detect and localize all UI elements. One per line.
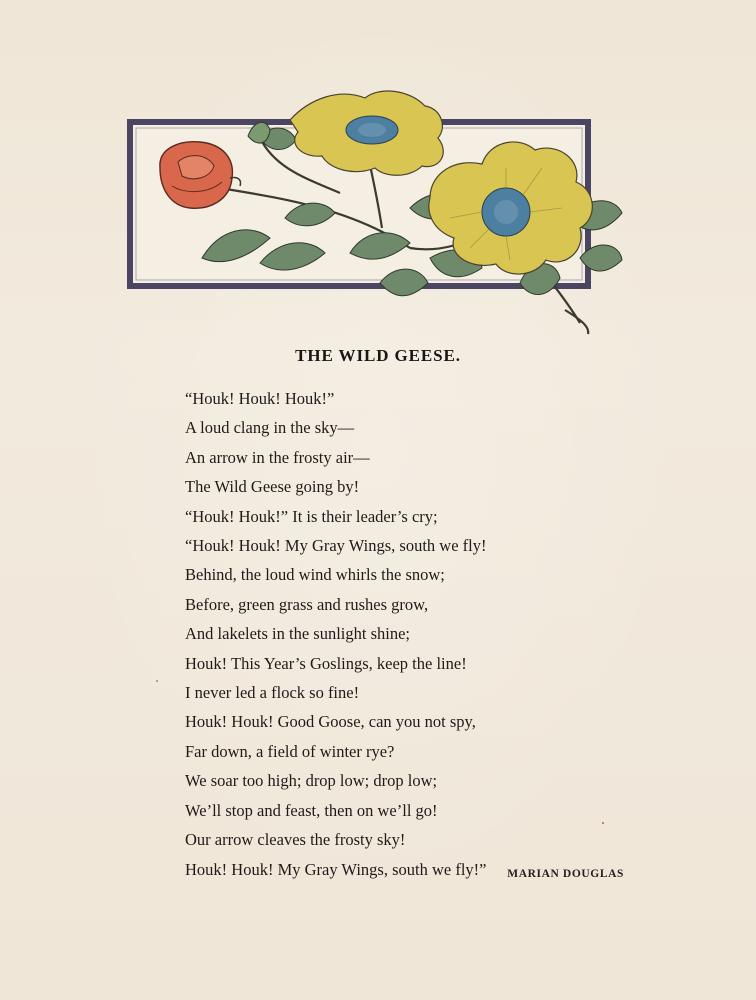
poem-line: An arrow in the frosty air—	[185, 447, 370, 467]
poem-body	[185, 384, 665, 884]
poem-line: “Houk! Houk! My Gray Wings, south we fly!	[185, 536, 487, 556]
poem-line: And lakelets in the sunlight shine;	[185, 624, 411, 644]
poem-line: Far down, a field of winter rye?	[185, 741, 395, 761]
poem-line: We’ll stop and feast, then on we’ll go!	[185, 800, 438, 820]
poem-line: Behind, the loud wind whirls the snow;	[185, 565, 445, 585]
poem-line: The Wild Geese going by!	[185, 477, 360, 497]
paper-speck	[156, 680, 158, 682]
poem-line: “Houk! Houk! Houk!”	[185, 389, 335, 408]
floral-illustration	[110, 78, 650, 358]
paper-speck	[602, 822, 604, 824]
poem-line: Our arrow cleaves the frosty sky!	[185, 830, 406, 850]
poem-line: “Houk! Houk!” It is their leader’s cry;	[185, 506, 438, 526]
poem-line: Houk! This Year’s Goslings, keep the line!	[185, 653, 467, 673]
poem-line: We soar too high; drop low; drop low;	[185, 771, 438, 791]
poem-title: THE WILD GEESE.	[295, 346, 461, 365]
poem-line: Houk! Houk! My Gray Wings, south we fly!”	[185, 859, 487, 879]
poem-line: A loud clang in the sky—	[185, 418, 355, 438]
poem-line: I never led a flock so fine!	[185, 683, 360, 703]
poem-author: MARIAN DOUGLAS	[507, 868, 624, 880]
poem-line: Houk! Houk! Good Goose, can you not spy,	[185, 712, 476, 732]
poem-line: Before, green grass and rushes grow,	[185, 594, 429, 614]
